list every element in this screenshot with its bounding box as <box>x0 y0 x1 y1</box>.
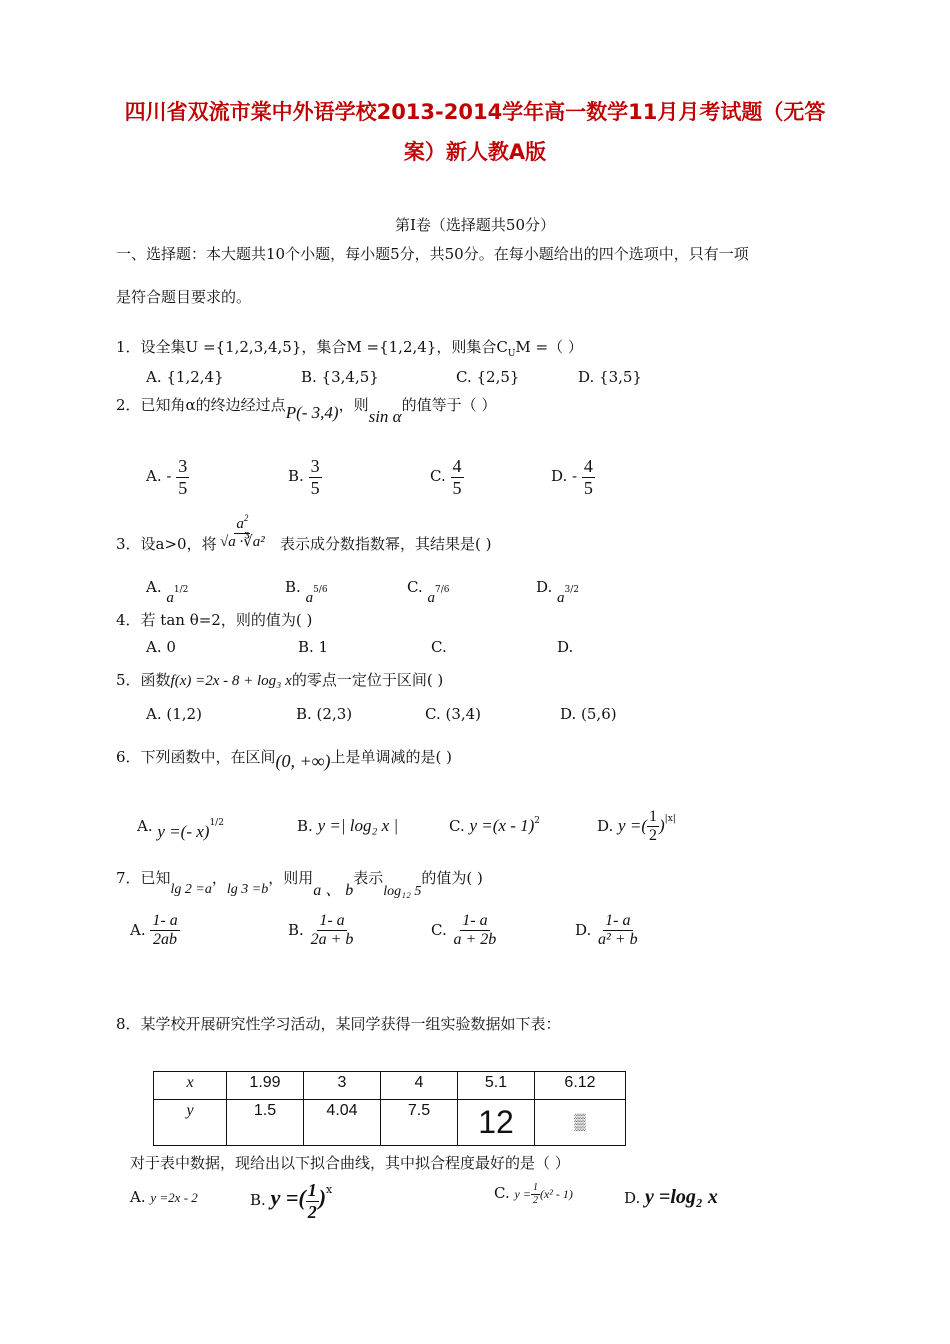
q6-option-a-expression: y =(- x) <box>157 822 210 841</box>
q6-option-b-label: B. <box>297 817 313 835</box>
q7-given-lg2: lg 2 =a <box>170 882 212 897</box>
q6-option-c-expression: y =(x - 1) <box>469 816 535 835</box>
q4-option-c: C. <box>431 638 447 656</box>
q2-option-b <box>288 456 322 498</box>
q8-option-a <box>130 1188 198 1206</box>
table-cell: 1.5 <box>227 1100 304 1146</box>
q6-stem <box>116 746 452 771</box>
q5-option-d: D. (5,6) <box>560 705 617 723</box>
q6-option-b-expression: y =| log₂ x | <box>317 816 399 835</box>
q1-option-c: C. {2,5} <box>456 368 520 386</box>
q8-option-c-label: C. <box>494 1184 510 1202</box>
q7-target-log: log₁₂ 5 <box>383 884 422 899</box>
q3-numerator-base: a <box>236 516 244 532</box>
q3-option-a-label: A. <box>146 578 162 596</box>
q8-option-b <box>250 1180 332 1222</box>
q3-option-c-exponent: 7/6 <box>435 585 450 595</box>
q1-option-a: A. {1,2,4} <box>146 368 224 386</box>
fraction-denominator: a + 2b <box>453 931 497 949</box>
q3-stem-end: 表示成分数指数幂，其结果是( ) <box>280 535 492 553</box>
q3-option-b-label: B. <box>285 578 301 596</box>
q2-stem-text: 2．已知角α的终边经过点 <box>116 396 286 414</box>
q2-option-d-fraction <box>582 456 595 498</box>
fraction-denominator: 2 <box>532 1194 538 1206</box>
q3-option-c-base: a <box>427 590 435 606</box>
q8-option-b-exponent: x <box>326 1183 333 1197</box>
fraction-numerator: 1- a <box>603 912 632 931</box>
q7-option-b-fraction <box>309 912 356 950</box>
fraction-denominator: 5 <box>583 477 593 498</box>
q6-stem-start: 6．下列函数中，在区间 <box>116 748 276 766</box>
q5-stem-start: 5．函数 <box>116 671 171 689</box>
table-cell: 7.5 <box>381 1100 458 1146</box>
q4-option-d: D. <box>557 638 574 656</box>
q8-option-b-fraction <box>306 1180 319 1222</box>
q2-stem <box>116 394 497 426</box>
fraction-numerator: 3 <box>178 456 188 476</box>
q8-option-d <box>624 1186 718 1209</box>
q3-option-c <box>407 578 450 606</box>
fraction-denominator: 2 <box>307 1201 317 1222</box>
q3-option-d <box>536 578 580 606</box>
fraction-denominator: 5 <box>452 477 462 498</box>
q6-option-d-expression: y =( <box>618 815 647 835</box>
q7-option-d-fraction <box>596 912 640 950</box>
q3-option-a-base: a <box>166 590 174 606</box>
q2-function: sin α <box>368 407 402 426</box>
q8-option-c-expression-end: (x² - 1) <box>539 1187 573 1201</box>
q7-option-d <box>575 912 640 950</box>
q3-expression <box>218 513 267 552</box>
q4-option-a: A. 0 <box>146 638 176 656</box>
q5-option-b: B. (2,3) <box>296 705 353 723</box>
q4-stem: 4．若 tan θ=2，则的值为( ) <box>116 611 313 629</box>
q5-stem <box>116 669 443 690</box>
table-row <box>154 1100 626 1146</box>
q1-option-d: D. {3,5} <box>578 368 642 386</box>
q8-data-table <box>153 1071 626 1146</box>
fraction-denominator: a² + b <box>598 931 638 949</box>
q5-option-a: A. (1,2) <box>146 705 202 723</box>
fraction-numerator: 1- a <box>460 912 489 931</box>
q2-point: P(- 3,4) <box>285 403 339 422</box>
q2-option-d-label: D. - <box>551 467 578 486</box>
q6-option-a-exponent: 1/2 <box>209 818 224 828</box>
q2-option-b-label: B. <box>288 467 304 486</box>
fraction-numerator: 1 <box>647 808 659 827</box>
q6-option-a <box>137 816 224 841</box>
q2-option-d <box>551 456 595 498</box>
q7-option-a <box>130 912 180 950</box>
q7-stem-mid: ，则用 <box>268 869 314 887</box>
q6-option-c-label: C. <box>449 817 465 835</box>
q7-stem-mid2: 表示 <box>353 869 384 887</box>
q1-stem-text: 1．设全集U ={1,2,3,4,5}，集合M ={1,2,4}，则集合C <box>116 338 508 356</box>
q7-variables: a 、 b <box>313 882 354 899</box>
q3-option-a-exponent: 1/2 <box>173 585 189 595</box>
q6-interval: (0, +∞) <box>275 751 331 771</box>
q2-option-a-label: A. - <box>146 467 172 486</box>
q6-option-a-label: A. <box>137 817 153 835</box>
q3-numerator <box>234 513 250 534</box>
q7-stem-end: 的值为( ) <box>421 869 483 887</box>
q7-option-d-label: D. <box>575 920 592 939</box>
q8-option-c-expression: y = <box>514 1187 531 1201</box>
q8-option-d-label: D. <box>624 1189 641 1207</box>
table-cell: 6.12 <box>535 1072 626 1100</box>
q8-option-a-label: A. <box>130 1188 146 1206</box>
fraction-numerator: 1- a <box>317 912 346 931</box>
q3-expression-fraction <box>218 513 267 552</box>
q2-option-a-fraction <box>176 456 189 498</box>
q8-option-a-expression: y =2x - 2 <box>150 1190 198 1205</box>
q1-stem-end: M =（ ） <box>515 338 583 356</box>
q3-numerator-exponent: 2 <box>243 513 249 523</box>
q7-option-b <box>288 912 355 950</box>
q7-stem-start: 7．已知 <box>116 869 171 887</box>
q3-option-d-base: a <box>557 590 565 606</box>
q7-stem <box>116 865 483 899</box>
q3-stem-start: 3．设a>0，将 <box>116 535 217 553</box>
q7-option-b-label: B. <box>288 920 304 939</box>
section-heading: 第Ⅰ卷（选择题共50分） <box>394 216 555 234</box>
table-cell: x <box>154 1072 227 1100</box>
q3-option-b <box>285 578 328 606</box>
fraction-numerator: 1 <box>307 1180 317 1200</box>
q6-stem-end: 上是单调减的是( ) <box>330 748 452 766</box>
paper-title-line-1: 四川省双流市棠中外语学校2013-2014学年高一数学11月月考试题（无答 <box>124 100 826 124</box>
fraction-denominator: 5 <box>310 477 320 498</box>
q6-option-d-exponent: |x| <box>664 813 676 824</box>
q8-stem: 8．某学校开展研究性学习活动，某同学获得一组实验数据如下表： <box>116 1015 561 1033</box>
table-cell: 1.99 <box>227 1072 304 1100</box>
q3-option-d-label: D. <box>536 578 553 596</box>
q5-stem-end: 的零点一定位于区间( ) <box>291 671 444 689</box>
instructions-line-2: 是符合题目要求的。 <box>116 288 252 306</box>
q6-option-c <box>449 816 540 836</box>
q7-option-c-fraction <box>452 912 499 950</box>
q7-option-a-fraction <box>150 912 179 950</box>
fraction-denominator: 2ab <box>153 931 178 949</box>
table-cell: 12 <box>458 1100 535 1146</box>
q1-option-b: B. {3,4,5} <box>301 368 379 386</box>
q3-option-b-base: a <box>305 590 314 606</box>
instructions-line-1: 一、选择题：本大题共10个小题，每小题5分，共50分。在每小题给出的四个选项中，只有一项 <box>116 245 749 263</box>
q1-complement-subscript: U <box>507 349 516 359</box>
table-cell: 3 <box>304 1072 381 1100</box>
q3-option-a <box>146 578 189 606</box>
fraction-denominator: 5 <box>178 477 188 498</box>
q7-separator: ， <box>211 869 227 887</box>
paper-title-line-2: 案）新人教A版 <box>403 140 547 164</box>
table-cell: 4.04 <box>304 1100 381 1146</box>
q2-stem-mid: ，则 <box>338 396 369 414</box>
fraction-numerator: 3 <box>310 456 320 476</box>
q6-option-d <box>597 808 676 846</box>
q2-option-c <box>430 456 464 498</box>
q7-given-lg3: lg 3 =b <box>226 882 269 897</box>
table-row <box>154 1072 626 1100</box>
fraction-denominator: 2 <box>648 827 657 845</box>
q3-option-d-exponent: 3/2 <box>564 585 580 595</box>
q6-option-d-label: D. <box>597 816 614 835</box>
q2-option-c-fraction <box>451 456 464 498</box>
q5-option-c: C. (3,4) <box>425 705 482 723</box>
q8-option-d-expression: y =log₂ x <box>645 1186 718 1208</box>
q8-option-b-expression-end: ) <box>318 1185 327 1211</box>
q5-function: f(x) =2x - 8 + log₃ x <box>170 673 292 689</box>
fraction-denominator: 2a + b <box>310 931 354 949</box>
fraction-numerator: 4 <box>452 456 462 476</box>
q6-option-d-fraction <box>647 808 659 846</box>
q2-option-b-fraction <box>309 456 322 498</box>
q8-option-b-label: B. <box>250 1191 266 1210</box>
fraction-numerator: 1 <box>532 1182 538 1193</box>
q7-option-c-label: C. <box>431 920 447 939</box>
table-cell: 5.1 <box>458 1072 535 1100</box>
q8-option-c <box>494 1182 573 1206</box>
q3-denominator: √a ·∛a² <box>220 534 265 551</box>
q6-option-c-exponent: 2 <box>534 816 541 826</box>
q7-option-c <box>431 912 498 950</box>
table-cell: ▒ <box>535 1100 626 1146</box>
q2-option-c-label: C. <box>430 467 446 486</box>
fraction-numerator: 1- a <box>150 912 179 931</box>
q3-option-c-label: C. <box>407 578 423 596</box>
q2-option-a <box>146 456 189 498</box>
q7-option-a-label: A. <box>130 920 146 939</box>
table-cell: 4 <box>381 1072 458 1100</box>
q6-option-b <box>297 816 398 836</box>
fraction-numerator: 4 <box>583 456 593 476</box>
q4-option-b: B. 1 <box>298 638 329 656</box>
table-cell: y <box>154 1100 227 1146</box>
q2-stem-end: 的值等于（ ） <box>401 396 497 414</box>
q3-option-b-exponent: 5/6 <box>313 585 328 595</box>
q1-stem <box>116 336 583 359</box>
q8-option-b-expression: y =( <box>270 1185 306 1211</box>
q8-question: 对于表中数据，现给出以下拟合曲线，其中拟合程度最好的是（ ） <box>130 1154 570 1172</box>
q6-option-d-expression-end: ) <box>658 815 665 835</box>
q8-option-c-fraction <box>531 1182 540 1206</box>
